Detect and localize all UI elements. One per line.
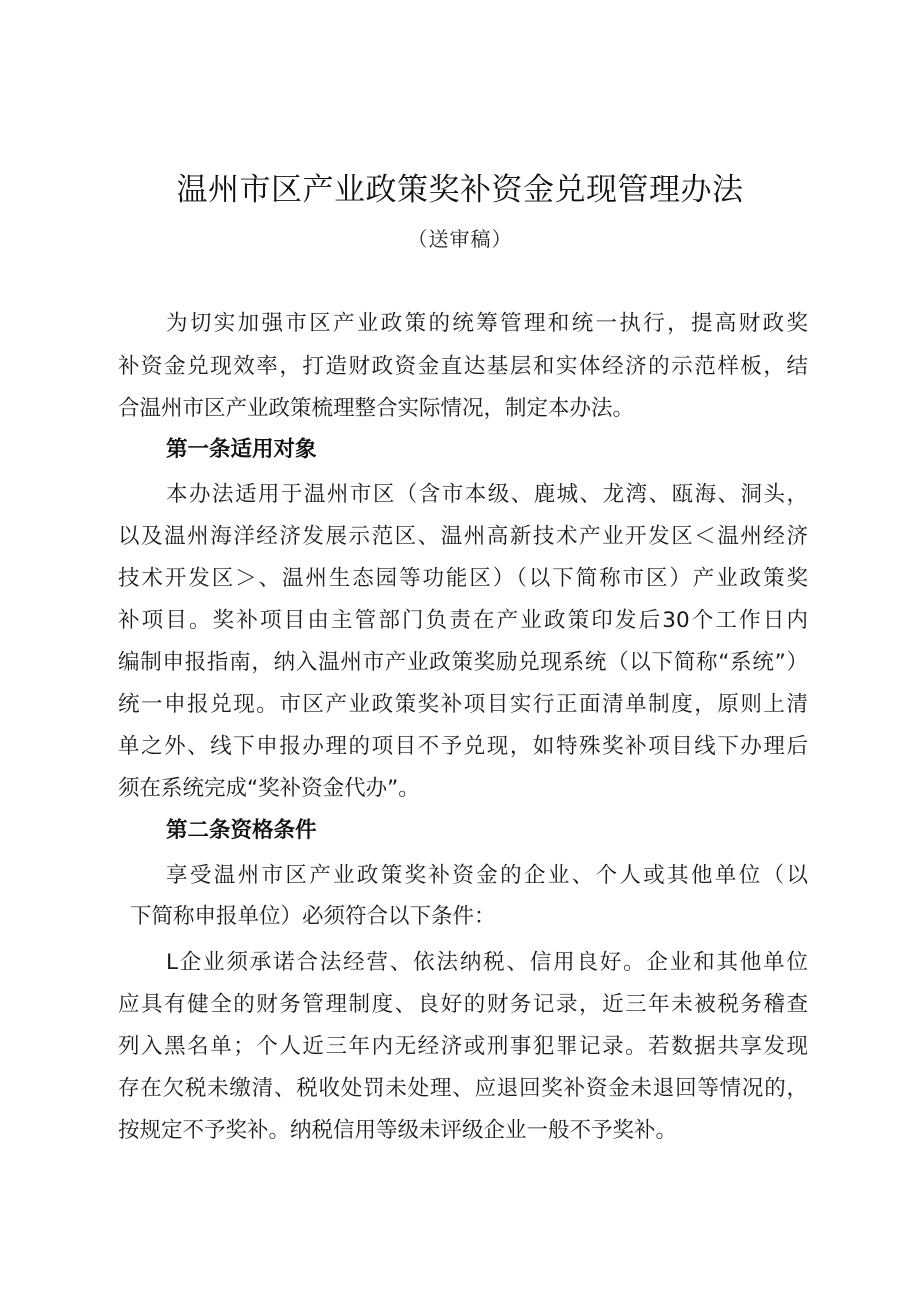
article-1-line: 单之外、线下申报办理的项目不予兑现，如特殊奖补项目线下办理后: [118, 734, 808, 759]
item-1-line: 列入黑名单；个人近三年内无经济或刑事犯罪记录。若数据共享发现: [118, 1034, 808, 1059]
article-1-line: 补项目。奖补项目由主管部门负责在产业政策印发后30个工作日内: [118, 608, 808, 633]
intro-line: 补资金兑现效率，打造财政资金直达基层和实体经济的示范样板，结: [118, 354, 808, 379]
item-1-line: 应具有健全的财务管理制度、良好的财务记录，近三年未被税务稽查: [118, 992, 808, 1017]
article-1-line: 以及温州海洋经济发展示范区、温州高新技术产业开发区＜温州经济: [118, 524, 808, 549]
article-2-heading: 第二条资格条件: [166, 818, 317, 843]
article-1-line: 本办法适用于温州市区（含市本级、鹿城、龙湾、瓯海、洞头，: [166, 482, 808, 507]
article-1-line: 技术开发区＞、温州生态园等功能区）（以下简称市区）产业政策奖: [118, 566, 808, 591]
article-1-heading: 第一条适用对象: [166, 437, 317, 462]
article-2-line: 享受温州市区产业政策奖补资金的企业、个人或其他单位（以: [166, 863, 808, 888]
item-1-line: L企业须承诺合法经营、依法纳税、信用良好。企业和其他单位: [166, 950, 808, 975]
intro-line: 为切实加强市区产业政策的统筹管理和统一执行，提高财政奖: [166, 311, 808, 336]
document-title: 温州市区产业政策奖补资金兑现管理办法: [176, 172, 744, 208]
article-1-line: 须在系统完成“奖补资金代办”。: [118, 776, 420, 801]
item-1-line: 按规定不予奖补。纳税信用等级未评级企业一般不予奖补。: [118, 1118, 678, 1143]
document-subtitle: （送审稿）: [407, 227, 513, 251]
article-2-line: 下简称申报单位）必须符合以下条件：: [130, 904, 496, 929]
item-1-line: 存在欠税未缴清、税收处罚未处理、应退回奖补资金未退回等情况的，: [118, 1076, 808, 1101]
article-1-line: 统一申报兑现。市区产业政策奖补项目实行正面清单制度，原则上清: [118, 692, 808, 717]
article-1-line: 编制申报指南，纳入温州市产业政策奖励兑现系统（以下简称“系统”）: [118, 650, 808, 675]
intro-line: 合温州市区产业政策梳理整合实际情况，制定本办法。: [118, 396, 635, 421]
